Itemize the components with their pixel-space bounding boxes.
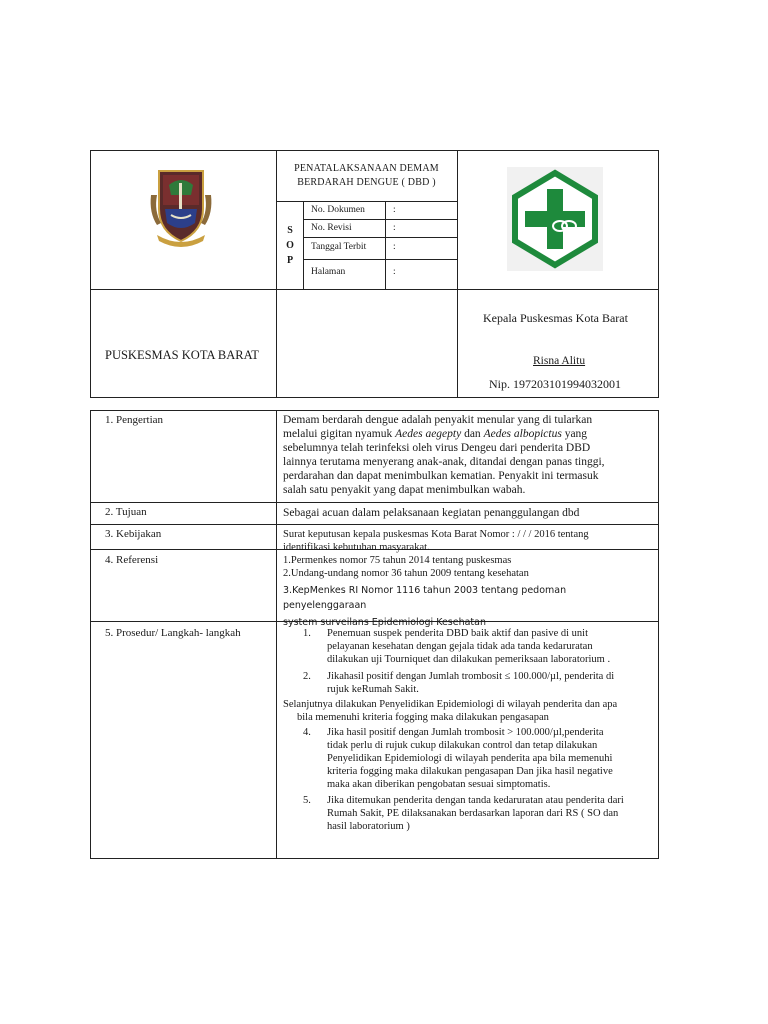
step-line: rujuk keRumah Sakit. [327,684,419,695]
sop-letters [284,223,296,268]
prosedur-step [283,627,653,666]
signature-nip: Nip. 197203101994032001 [489,377,621,391]
sop-letter-p: P [286,255,294,266]
pengertian-line: sebelumnya telah terinfeksi oleh virus Dengeu dari penderita DBD [283,442,591,454]
referensi-item-3-cont: system surveilans Epidemiologi Kesehatan [283,617,486,628]
unit-name: PUSKESMAS KOTA BARAT [105,348,259,362]
referensi-item-1: 1.Permenkes nomor 75 tahun 2014 tentang puskesmas [283,555,512,566]
note-line: Selanjutnya dilakukan Penyelidikan Epidemiologi di wilayah penderita dan apa [283,699,618,710]
field-no-revisi-sep: : [393,223,396,233]
step-line: dilakukan uji Tourniquet dan dilakukan pemeriksaan laboratorium . [327,654,611,665]
referensi-item-3: 3.KepMenkes RI Nomor 1116 tahun 2003 tentang pedoman penyelenggaraan [283,585,567,611]
row-label-prosedur: 5. Prosedur/ Langkah- langkah [105,627,241,639]
field-no-dokumen-sep: : [393,205,396,215]
sop-content-table [90,410,659,859]
kota-emblem-icon [147,165,215,249]
row-label-referensi: 4. Referensi [105,554,159,566]
sop-title-line2: BERDARAH DENGUE ( DBD ) [297,177,436,188]
step-number: 2. [303,671,311,682]
pengertian-line [283,427,651,441]
pengertian-line: Demam berdarah dengue adalah penyakit menular yang di tularkan [283,414,593,426]
kebijakan-text [283,528,651,554]
tujuan-text: Sebagai acuan dalam pelaksanaan kegiatan penanggulangan dbd [283,507,580,519]
signature-name: Risna Alitu [533,355,586,367]
pengertian-line: perdarahan dan dapat menimbulkan kematian. Penyakit ini termasuk [283,470,599,482]
prosedur-note [283,698,653,724]
step-number: 1. [303,628,311,639]
row-label-tujuan: 2. Tujuan [105,506,147,518]
field-tanggal-terbit-sep: : [393,242,396,252]
step-line: pelayanan kesehatan dengan gejala tidak ada tanda kedaruratan [327,641,593,652]
step-number: 4. [303,727,311,738]
step-line: Jikahasil positif dengan Jumlah trombosit ≤ 100.000/µl, penderita di [327,671,615,682]
prosedur-step [283,794,653,833]
field-tanggal-terbit-label: Tanggal Terbit [311,242,367,252]
step-line: tidak perlu di rujuk cukup dilakukan control dan tetap dilakukan [327,740,598,751]
step-number: 5. [303,795,311,806]
field-no-dokumen-label: No. Dokumen [311,205,365,215]
kebijakan-line: Surat keputusan kepala puskesmas Kota Barat Nomor : / / / 2016 tentang [283,529,589,540]
species-aegepty: Aedes aegepty [395,428,462,440]
referensi-text [283,554,651,630]
step-line: maka akan diberikan pengobatan sesuai simptomatis. [327,779,551,790]
step-line: hasil laboratorium ) [327,821,410,832]
sop-title-line1: PENATALAKSANAAN DEMAM [294,163,439,174]
prosedur-step [283,726,653,791]
field-halaman-label: Halaman [311,267,346,277]
species-albopictus: Aedes albopictus [483,428,562,440]
pengertian-text-part: melalui gigitan nyamuk [283,428,396,440]
row-label-kebijakan: 3. Kebijakan [105,528,162,540]
signature-position: Kepala Puskesmas Kota Barat [483,311,628,325]
pengertian-line: salah satu penyakit yang dapat menimbulkan wabah. [283,484,526,496]
step-line: Rumah Sakit, PE dilaksanakan berdasarkan laporan dari RS ( SO dan [327,808,619,819]
sop-letter-o: O [286,240,294,251]
step-line: Penemuan suspek penderita DBD baik aktif dan pasive di unit [327,628,588,639]
note-line: bila memenuhi kriteria fogging maka dilakukan pengasapan [297,712,549,723]
pengertian-text-part: yang [561,428,588,440]
puskesmas-logo-icon [507,167,603,271]
pengertian-line: lainnya terutama menyerang anak-anak, ditandai dengan panas tinggi, [283,456,605,468]
kebijakan-line: identifikasi kebutuhan masyarakat. [283,542,430,553]
pengertian-text-part: dan [461,428,484,440]
referensi-item-2: 2.Undang-undang nomor 36 tahun 2009 tentang kesehatan [283,568,529,579]
step-line: Penyelidikan Epidemiologi di wilayah penderita apa bila memenuhi [327,753,613,764]
sop-header-table [90,150,659,398]
step-line: Jika ditemukan penderita dengan tanda kedaruratan atau penderita dari [327,795,624,806]
prosedur-step [283,670,653,696]
step-line: kriteria fogging maka dilakukan pengasapan Dan jika hasil negative [327,766,613,777]
sop-letter-s: S [287,225,293,236]
row-label-pengertian: 1. Pengertian [105,414,164,426]
step-line: Jika hasil positif dengan Jumlah trombosit > 100.000/µl,penderita [327,727,604,738]
field-halaman-sep: : [393,267,396,277]
field-no-revisi-label: No. Revisi [311,223,352,233]
pengertian-text [283,413,651,497]
prosedur-text [283,627,653,833]
sop-title [276,162,457,190]
